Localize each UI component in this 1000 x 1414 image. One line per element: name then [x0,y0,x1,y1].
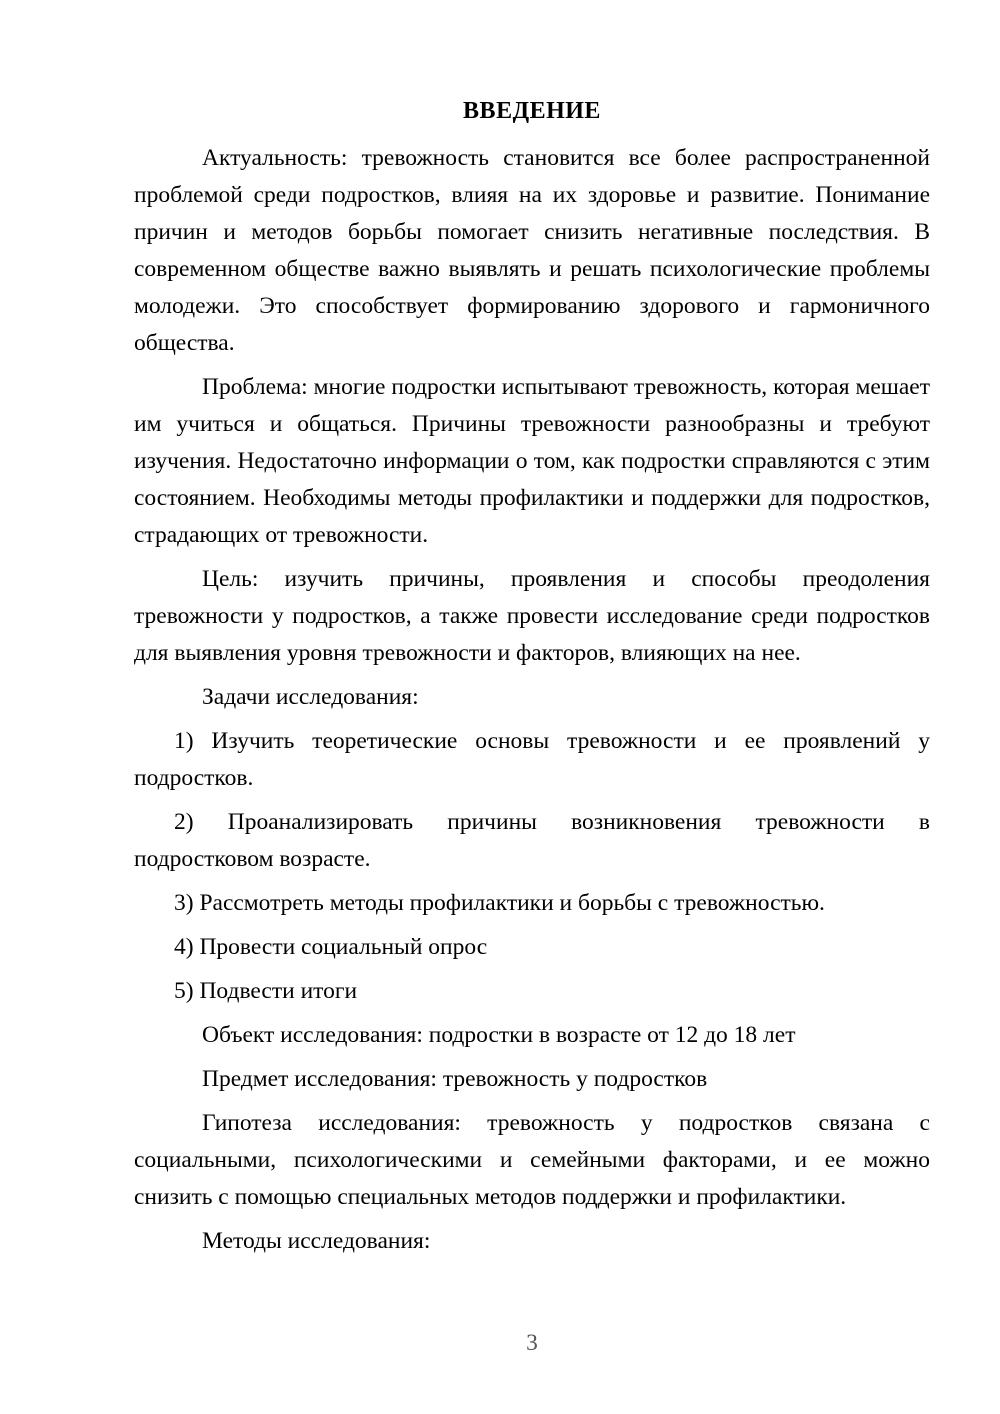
task-item-4: 4) Провести социальный опрос [174,934,488,960]
task-item-1: 1) Изучить теоретические основы тревожности и ее проявлений у подростков. [134,728,930,791]
paragraph-goal: Цель: изучить причины, проявления и способы преодоления тревожности у подростков, а также провести исследование среди подростков для выявления уровня тревожности и факторов, влияющих на нее. [134,566,930,666]
task-item-3: 3) Рассмотреть методы профилактики и борьбы с тревожностью. [174,890,825,916]
task-item-2: 2) Проанализировать причины возникновения тревожности в подростковом возрасте. [134,809,930,872]
paragraph-methods-heading: Методы исследования: [202,1228,431,1254]
document-body [134,96,930,1267]
paragraph-tasks-heading: Задачи исследования: [202,684,419,710]
page-number: 3 [526,1330,538,1356]
paragraph-subject: Предмет исследования: тревожность у подростков [202,1066,708,1092]
task-item-5: 5) Подвести итоги [174,978,358,1004]
paragraph-object: Объект исследования: подростки в возрасте от 12 до 18 лет [202,1022,796,1048]
paragraph-hypothesis: Гипотеза исследования: тревожность у подростков связана с социальными, психологическими и семейными факторами, и ее можно снизить с помощью специальных методов поддержки и профилактики. [134,1110,930,1210]
paragraph-relevance: Актуальность: тревожность становится все более распространенной проблемой среди подростков, влияя на их здоровье и развитие. Понимание причин и методов борьбы помогает снизить негативные последствия. В современном обществе важно выявлять и решать психологические проблемы молодежи. Это способствует формированию здорового и гармоничного общества. [134,145,930,356]
section-title: ВВЕДЕНИЕ [463,98,601,124]
paragraph-problem: Проблема: многие подростки испытывают тревожность, которая мешает им учиться и общаться. Причины тревожности разнообразны и требуют изучения. Недостаточно информации о том, как подростки справляются с этим состоянием. Необходимы методы профилактики и поддержки для подростков, страдающих от тревожности. [134,374,930,548]
